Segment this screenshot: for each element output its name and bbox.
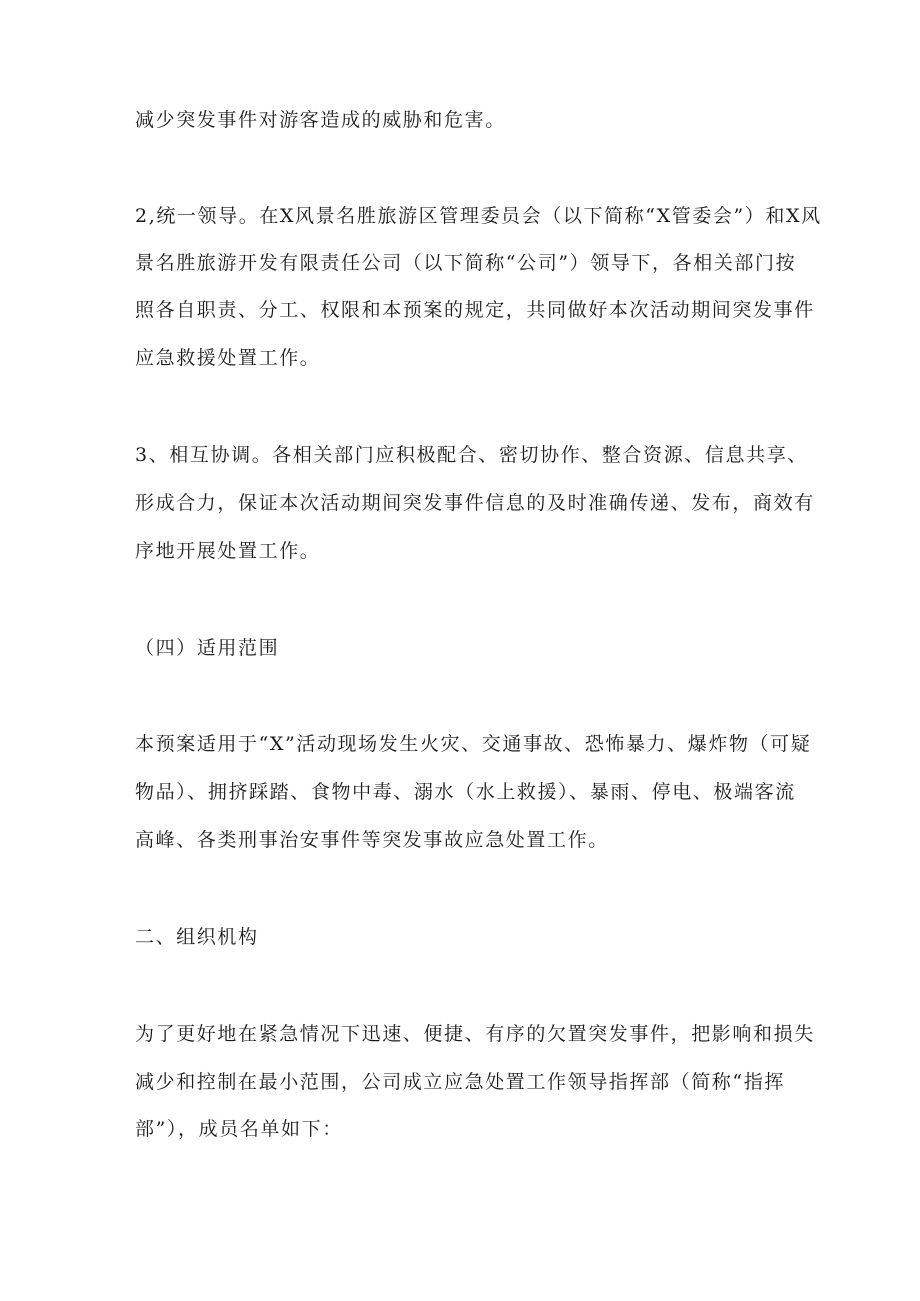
paragraph-line: 为了更好地在紧急情况下迅速、便捷、有序的欠置突发事件，把影响和损失 (135, 1023, 815, 1045)
paragraph-line: 形成合力，保证本次活动期间突发事件信息的及时准确传递、发布，商效有 (135, 492, 815, 514)
paragraph-line: 部”），成员名单如下： (135, 1118, 343, 1140)
paragraph-line: 3、相互协调。各相关部门应积极配合、密切协作、整合资源、信息共享、 (135, 444, 808, 466)
paragraph-line: 本预案适用于“X”活动现场发生火灾、交通事故、恐怖暴力、爆炸物（可疑 (135, 733, 812, 755)
paragraph-line: 减少和控制在最小范围，公司成立应急处置工作领导指挥部（简称“指挥 (135, 1071, 785, 1093)
paragraph-line: 高峰、各类刑事治安事件等突发事故应急处置工作。 (135, 829, 609, 851)
paragraph-line: 景名胜旅游开发有限责任公司（以下简称“公司”）领导下，各相关部门按 (135, 252, 797, 274)
paragraph-line: 应急救援处置工作。 (135, 347, 321, 369)
section-heading-scope: （四）适用范围 (135, 637, 280, 659)
paragraph-line: 序地开展处置工作。 (135, 540, 321, 562)
paragraph-line: 物品）、拥挤踩踏、食物中毒、溺水（水上救援）、暴雨、停电、极端客流 (135, 781, 796, 803)
paragraph-line: 减少突发事件对游客造成的威胁和危害。 (135, 109, 506, 131)
paragraph-line: 2,统一领导。在X风景名胜旅游区管理委员会（以下简称“X管委会”）和X风 (135, 205, 822, 227)
section-heading-organization: 二、组织机构 (135, 926, 259, 948)
paragraph-line: 照各自职责、分工、权限和本预案的规定，共同做好本次活动期间突发事件 (135, 299, 815, 321)
